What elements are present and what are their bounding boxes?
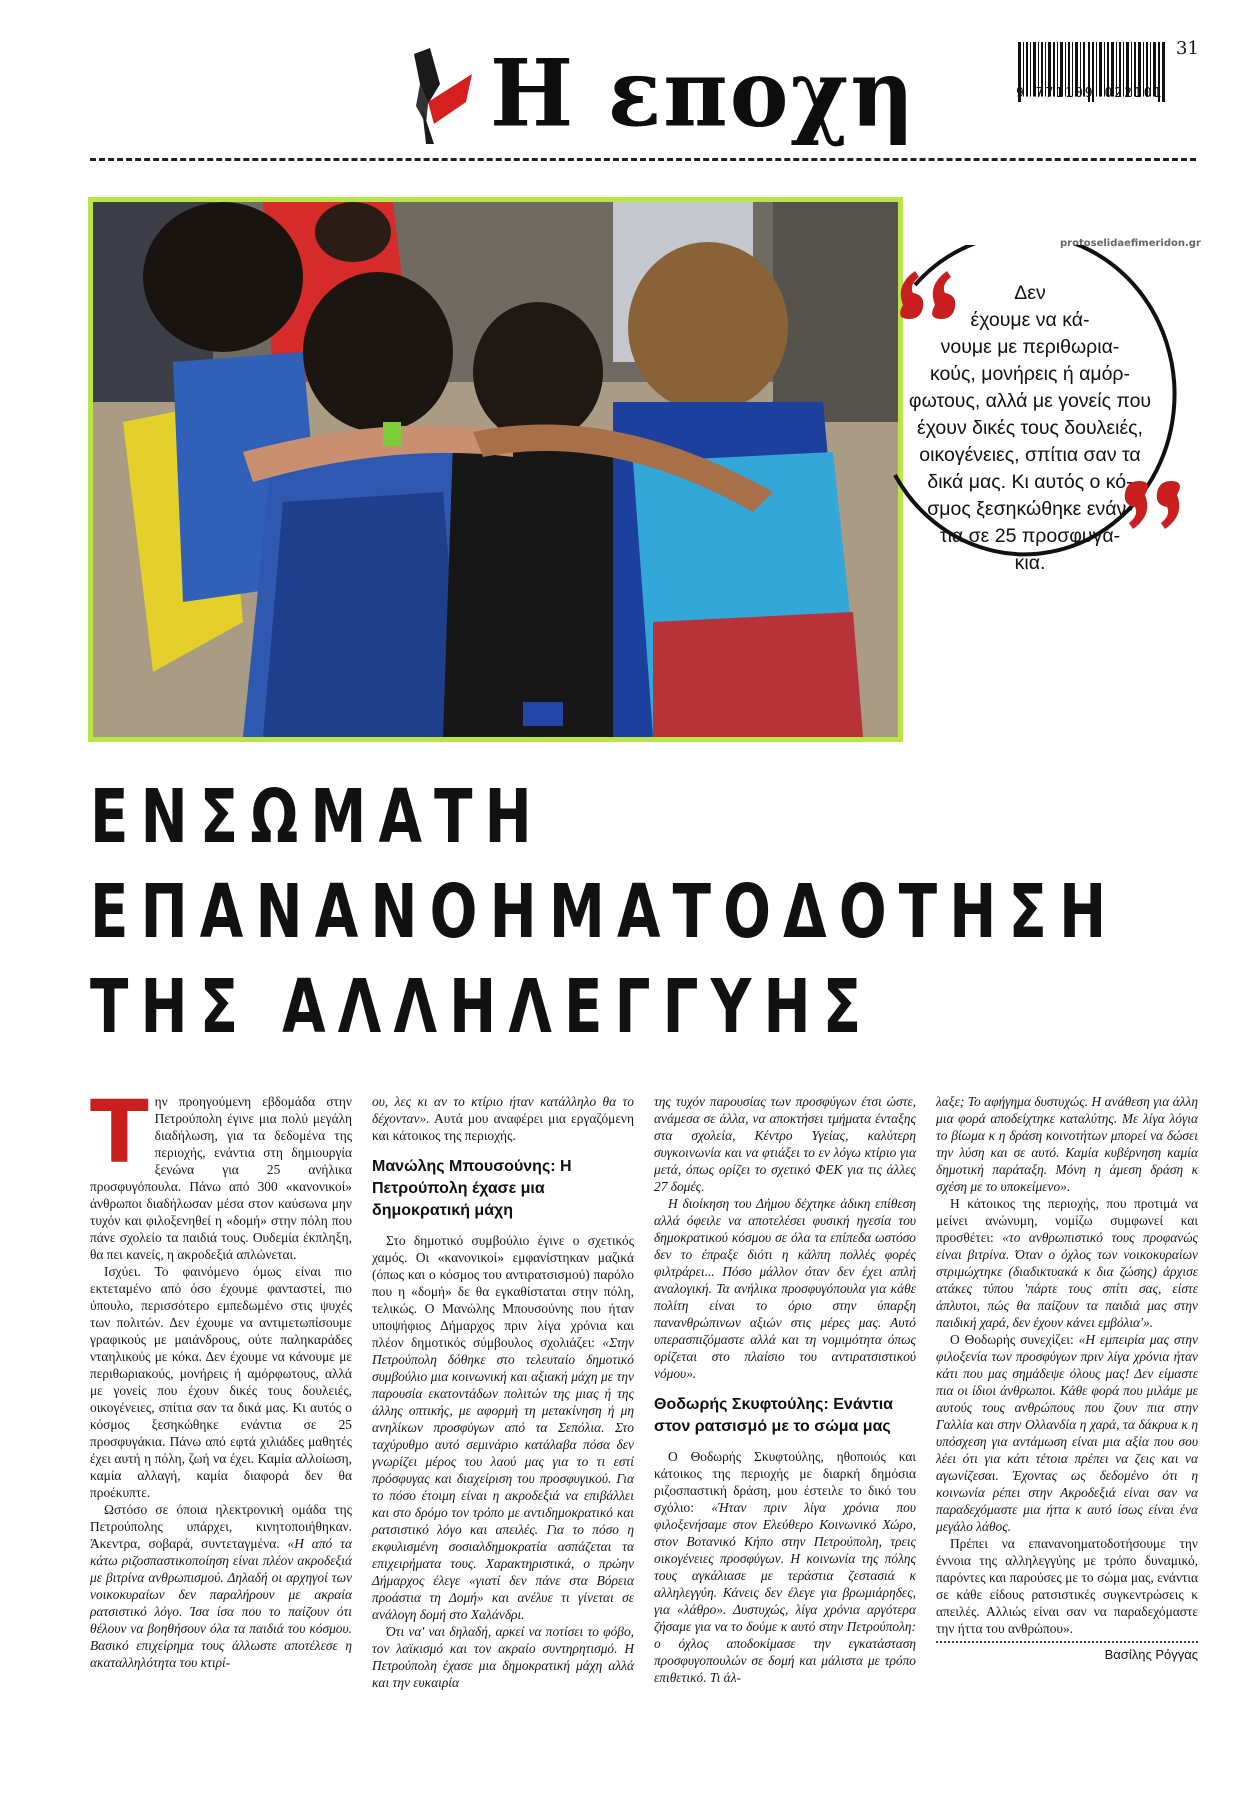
paragraph-text: Στο δημοτικό συμβούλιο έγινε ο σχετικός χαμός. Οι «κανονικοί» εμφανίστηκαν μαζικά (όπως και ο κόσμος του αντιρατσισμού) παρόλο που η «δομή» δε θα εγκαθίσταται στην πόλη, τελικώς. Ο Μανώλης Μπουσούνης που ήταν υποψήφιος Δήμαρχος πριν λίγα χρόνια και πλέον δημοτικός σύμβουλος σχολιάζει: xyxy=(372,1233,634,1350)
newspaper-logo xyxy=(410,38,917,158)
pull-quote-line: δικά μας. Κι αυτός ο κό- xyxy=(927,471,1133,493)
paragraph: Πρέπει να επανανοηματοδοτήσουμε την έννοια της αλληλεγγύης με τρόπο δυναμικό, παρόντες και παρούσες με το σώμα μας, ενάντια σε κάθε είδους ρατσιστικές συγκεντρώσεις κ απειλές. Αλλιώς είναι σαν να παραδεχόμαστε την ήττα του ανθρώπου». xyxy=(936,1536,1198,1636)
quote-text: «το ανθρωπιστικό τους προφανώς είναι βιτρίνα. Όταν ο όχλος των νοικοκυραίων στριμώχτηκε (διαδικτυακά κ δια ζώσης) άρχισε ατάκες τύπου 'πάρτε τους σπίτι σας, είστε άπλυτοι, πώς θα παίζουν τα παιδιά μας στην παιδική χαρά, δεν έχουν κάνει εμβόλια'». xyxy=(936,1230,1198,1330)
paragraph xyxy=(372,1232,634,1623)
article-column-3 xyxy=(654,1093,916,1686)
paragraph xyxy=(90,1501,352,1671)
headline-line: ΕΠΑΝΑΝΟΗΜΑΤΟΔΟΤΗΣΗ xyxy=(90,869,1119,955)
pull-quote-line: τια σε 25 προσφυγά- xyxy=(939,525,1121,547)
newspaper-title: Η εποχη xyxy=(490,38,917,148)
paragraph: ην προηγούμενη εβδομάδα στην Πετρούπολη έγινε μια πολύ μεγάλη διαδήλωση, για τα δεδομένα της περιοχής, ενάντια στη δημιουργία ξενώνα για 25 ανήλικα προσφυγόπουλα. Πάνω από 300 «κανονικοί» άνθρωποι διαδήλωσαν μέσα στον καύσωνα μην τυχόν και φιλοξενηθεί η «δομή» στην πόλη που πάνε σχολείο τα παιδιά τους. Ουδεμία έκπληξη, θα πει κανείς, η ακροδεξιά απλώνεται. xyxy=(90,1094,352,1262)
paragraph-text: Ο Θοδωρής συνεχίζει: xyxy=(950,1332,1074,1347)
photo-source: protoselidaefimeridon.gr xyxy=(1060,238,1201,249)
paragraph xyxy=(936,1195,1198,1331)
subheading: Μανώλης Μπουσούνης: Η Πετρούπολη έχασε μια δημοκρατική μάχη xyxy=(372,1158,572,1219)
pull-quote-line: κια. xyxy=(1014,552,1046,574)
pull-quote-text xyxy=(880,280,1180,577)
paragraph: Ισχύει. Το φαινόμενο όμως είναι πιο εκτεταμένο από όσο έχουμε φανταστεί, πιο ύπουλο, περισσότερο εμπεδωμένο στις ψυχές των πολιτών. Δεν έχουμε να αντιμετωπίσουμε γραφικούς με μαιάνδρους, ούτε παληκαράδες νταηλικούς με κόκα. Δεν έχουμε να κάνουμε με περιθωριακούς, μονήρεις ή αμόρφωτους, αλλά με γονείς που έχουν δικές τους δουλειές, οικογένειες, σπίτια σαν τα δικά μας. Κι αυτός ο κόσμος ξεσηκώθηκε ενάντια σε 25 προσφυγάκια. Πάνω από εφτά χιλιάδες μαθητές έχει αυτή η πόλη, ζωή να έχει. Καμία αλλοίωση, καμία αλλαγή, καμία διαφορά δεν θα προέκυπτε. xyxy=(90,1264,352,1500)
divider xyxy=(90,158,1196,161)
pull-quote-line: κούς, μονήρεις ή αμόρ- xyxy=(929,363,1131,385)
quote-text: «Η από τα κάτω ριζοσπαστικοποίηση είναι πλέον ακροδεξιά με βιτρίνα ανθρωπισμού. Δηλαδή οι αρχηγοί των νοικοκυραίων δεν παραλήρουν με ακραία ρατσιστικό λόγο. Ίσα ίσα που το παίζουν ότι θέλουν να βοηθήσουν όλα τα παιδιά του κόσμου. Βασικό επιχείρημα τους άλλωστε αποτέλεσε η ακαταλληλότητα του κτιρί- xyxy=(90,1536,352,1670)
paragraph xyxy=(936,1331,1198,1535)
paragraph: της τυχόν παρουσίας των προσφύγων έτσι ώστε, ανάμεσα σε άλλα, να αποκτήσει τμήματα ένταξης στα σχολεία, Κέντρο Υγείας, καλύτερη συγκοινωνία και να φτιάξει το εν λόγω κτίριο για μετά, όπως ορίζει το σχετικό ΦΕΚ για τις άλλες 27 δομές. xyxy=(654,1094,916,1194)
article-photo xyxy=(88,197,903,742)
paragraph-text: Αυτά μου αναφέρει μια εργαζόμενη και κάτοικος της περιοχής. xyxy=(372,1111,634,1143)
quote-text: «Ήταν πριν λίγα χρόνια που φιλοξενήσαμε στον Ελεύθερο Κοινωνικό Χώρο, στον Βοτανικό Κήπο στην Πετρούπολη, τρεις οικογένειες προσφύγων. Η κοινωνία της πόλης τους αγκάλιασε με τεράστια ζεστασιά κ αλληλεγγύη. Κάνεις δεν έλεγε για βρωμιάρηδες, για «λάθρο». Δυστυχώς, λίγα χρόνια αργότερα ζήσαμε για να το δούμε κ αυτό στην Πετρούπολη: ο όχλος αποδοκίμασε την εγκατάσταση προσφυγοπουλών σε δομή και μάλιστα με τρόπο επιθετικό. Τι άλ- xyxy=(654,1500,916,1685)
pull-quote-line: έχουμε να κά- xyxy=(970,309,1090,331)
paragraph-text: Ωστόσο σε όποια ηλεκτρονική ομάδα της Πετρούπολης υπάρχει, κινητοποιήθηκαν. Άκεντρα, σοβαρά, συντεταγμένα. xyxy=(90,1502,352,1551)
quote-text: ου, λες κι αν το κτίριο ήταν κατάλληλο θα το δέχονταν». xyxy=(372,1094,634,1126)
headline-line: ΕΝΣΩΜΑΤΗ xyxy=(90,774,544,860)
paragraph-text: Η κάτοικος της περιοχής, που προτιμά να μείνει ανώνυμη, νομίζω συμφωνεί και προσθέτει: xyxy=(936,1196,1198,1245)
quote-text: «Η εμπειρία μας στην φιλοξενία των προσφύγων πριν λίγα χρόνια ήταν κάτι που μας σημάδεψε όλους μας! Δεν είμαστε πια οι ίδιοι άνθρωποι. Κάθε φορά που μιλάμε με αυτούς τους ανθρώπους που ζουν πια στην Γαλλία και στην Ολλανδία η χαρά, τα δάκρυα κ η υπόσχεση για αντάμωση είναι μια αξία που σου λέει ότι για κάτι τέτοια πρέπει να ζεις και να αγωνίζεσαι. Έχοντας ως δεδομένο ότι η κοινωνία ρέπει στην Ακροδεξιά είναι σαν να παραδεχόμαστε μια ήττα κ αυτό ίσως είναι ένα μεγάλο λάθος. xyxy=(936,1332,1198,1534)
drop-cap: Τ xyxy=(90,1083,149,1183)
pull-quote-line: έχουν δικές τους δουλειές, xyxy=(917,417,1143,439)
pull-quote-line: Δεν xyxy=(1014,282,1046,304)
headline-line: ΤΗΣ ΑΛΛΗΛΕΓΓΥΗΣ xyxy=(90,964,874,1050)
headline xyxy=(90,770,1119,1055)
quote-text: «Στην Πετρούπολη δόθηκε στο τελευταίο δημοτικό συμβούλιο μια κοινωνική και αξιακή μάχη με την παρουσία εκατοντάδων πολιτών της μιας ή της άλλης οπτικής, με αφορμή τη μετακίνηση ή μη ανηλίκων προσφύγων από τα Σεπόλια. Στο ταχύρυθμο αυτό σεμινάριο κατάλαβα πόσα δεν γνωρίζει μέρος του λαού μας για το τι εστί πρόσφυγας και διαχείριση του προσφυγικού. Για το πόσο έτοιμη είναι η ακροδεξιά να επιβάλλει και στο δρόμο τον τρόπο με αντιδημοκρατικό και ρατσιστικό λόγο και απειλές. Για το πόσο η εκφυλισμένη σοσιαλδημοκρατία ασπάζεται τα επιχειρήματα τους. Χαρακτηριστικά, ο πρώην Δήμαρχος έλεγε «γιατί δεν πάνε στα Βόρεια προάστια τη Δομή» και ανέλυε τι γίνεται σε ανάλογη δομή στο Χαλάνδρι. xyxy=(372,1335,634,1622)
pull-quote-line: οικογένειες, σπίτια σαν τα xyxy=(919,444,1141,466)
paragraph xyxy=(654,1448,916,1686)
paragraph xyxy=(372,1093,634,1144)
fountain-pen-icon xyxy=(400,44,490,154)
article-column-4 xyxy=(936,1093,1198,1663)
masthead xyxy=(0,0,1256,160)
children-photo-illustration xyxy=(93,202,898,737)
paragraph: λαξε; Το αφήγημα δυστυχώς. Η ανάθεση για άλλη μια φορά αποδείχτηκε καταλύτης. Με λίγα λόγια το βίωμα κ η δράση κοινοτήτων μπορεί να δώσει την λύση και σε αυτό. Καμία κυβέρνηση καμία δημοτική παράταξη. Μόνη η άμεση δράση κ σχέση με το υποκείμενο». xyxy=(936,1094,1198,1194)
pull-quote-line: νουμε με περιθωρια- xyxy=(940,336,1120,358)
pull-quote-line: φωτους, αλλά με γονείς που xyxy=(908,390,1152,412)
article-column-2 xyxy=(372,1093,634,1691)
barcode-digits: 9 771109 022101 xyxy=(1016,86,1164,101)
author-byline: Βασίλης Ρόγγας xyxy=(936,1641,1198,1663)
subheading: Θοδωρής Σκυφτούλης: Ενάντια στον ρατσισμό με το σώμα μας xyxy=(654,1396,893,1435)
paragraph: Η διοίκηση του Δήμου δέχτηκε άδικη επίθεση αλλά όφειλε να αποτελέσει φυσική ηγεσία του δημοκρατικού κόσμου σε όλα τα επίπεδα ωστόσο δεν το έπραξε διότι η κάλπη πολλές φορές φιλτράρει... Πόσο μάλλον όταν δεν έχει απλή αναλογική. Τα ανήλικα προσφυγόπουλα για κάθε πολίτη είναι το όριο στην ύπαρξη πανανθρώπινων αξιών στις μέρες μας. Αυτό υπερασπιζόμαστε αλλά και τη νομιμότητα όπως ορίζεται στο πλαίσιο του αντιρατσιστικού νόμου». xyxy=(654,1196,916,1381)
article-column-1 xyxy=(90,1083,352,1671)
paragraph: Ότι να' ναι δηλαδή, αρκεί να ποτίσει το φόβο, τον λαϊκισμό και τον ακραίο συντηρητισμό. Η Πετρούπολη έχασε μια δημοκρατική μάχη αλλά και την ευκαιρία xyxy=(372,1624,634,1690)
page-number: 31 xyxy=(1176,38,1199,59)
paragraph-text: Ο Θοδωρής Σκυφτούλης, ηθοποιός και κάτοικος της περιοχής με διαρκή δημόσια ριζοσπαστική δράση, μου έστειλε το δικό του σχόλιο: xyxy=(654,1449,916,1515)
pull-quote-line: σμος ξεσηκώθηκε ενάν- xyxy=(927,498,1133,520)
